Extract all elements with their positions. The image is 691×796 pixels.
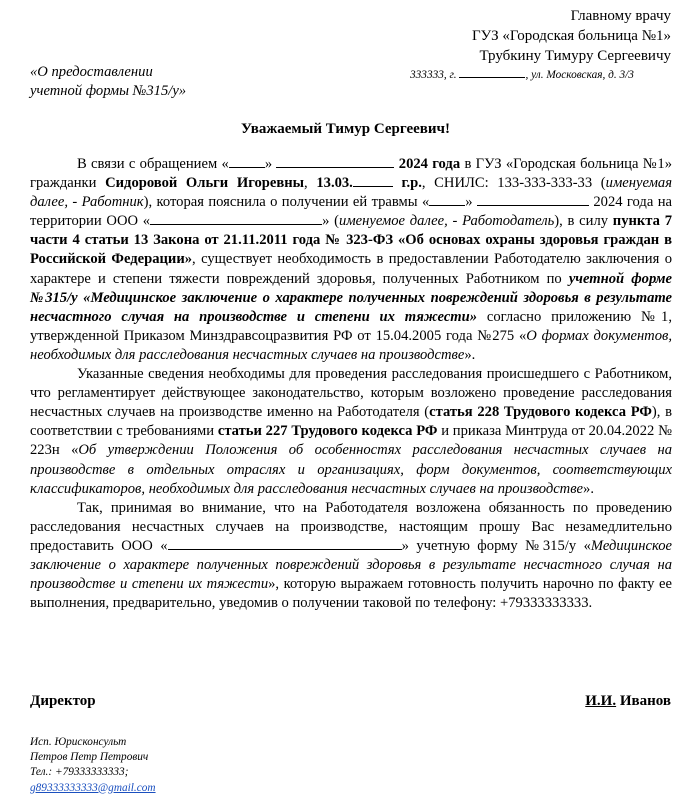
blank-birth-year	[353, 174, 393, 187]
form-315-reference: учетной форме №315/у «Медицинское заключение о характере полученных повреждений здоровья в результате несчастного случая на производстве и степени их тяжести»	[30, 270, 672, 325]
p1-text: согласно приложению №1, утвержденной Приказом Минздравсоцразвития РФ от 15.04.2005 года №275 «	[30, 308, 672, 344]
addressee-organization: ГУЗ «Городская больница №1»	[472, 28, 671, 44]
executor-position: Исп. Юрисконсульт	[30, 736, 127, 748]
addressee-block	[472, 6, 671, 66]
p1-text: ), которая пояснила о получении ей травмы «	[143, 194, 430, 211]
paragraph-2	[30, 365, 672, 499]
p1-employer-term: именуемое далее, - Работодатель	[339, 213, 555, 230]
p1-text: ), в силу	[554, 213, 613, 230]
letter-body	[30, 155, 672, 613]
paragraph-1	[30, 155, 672, 365]
order-275-title: О формах документов, необходимых для расследования несчастных случаев на производстве	[30, 327, 672, 363]
p2-text: Указанные сведения необходимы для проведения расследования происшедшего с Работником, что регламентирует действующее законодательство, которым возложено проведение расследования несчастных случаев на производстве именно на Работодателя (	[30, 366, 672, 421]
signatory-initials: И.И.	[585, 693, 617, 709]
patient-dob: 13.03.	[316, 175, 353, 192]
return-address	[410, 65, 634, 81]
patient-name: Сидоровой Ольги Игоревны	[105, 175, 305, 192]
p1-text: , существует необходимость в предоставлении Работодателю заключения о характере и степени тяжести повреждений здоровья, полученных Работником по	[30, 251, 672, 287]
form-315-title: Медицинское заключение о характере полученных повреждений здоровья в результате несчастного случая на производстве и степени их тяжести	[30, 537, 672, 593]
law-reference: пункта 7 части 4 статьи 13 Закона от 21.11.2011 года № 323-ФЗ «Об основах охраны здоровья граждан в Российской Федерации»	[30, 213, 672, 268]
addressee-position: Главному врачу	[570, 8, 671, 24]
article-227: статьи 227 Трудового кодекса РФ	[217, 423, 438, 440]
p3-text: » учетную форму №315/у «	[401, 537, 591, 554]
p1-text: 2024 года на территории ООО «	[30, 194, 672, 230]
patient-dob-suffix: г.р.	[392, 175, 422, 192]
blank-employer-name	[150, 212, 322, 225]
blank-day	[229, 155, 265, 168]
blank-month	[276, 155, 394, 168]
p1-text: в ГУЗ «Городская больница №1» гражданки	[30, 156, 672, 192]
executor-email-link[interactable]: g89333333333@gmail.com	[30, 781, 156, 794]
subject-line-2: учетной формы №315/у»	[30, 83, 187, 99]
p1-worker-term: именуемая далее, - Работник	[30, 175, 672, 211]
p1-text: » (	[322, 213, 340, 230]
blank-city	[459, 65, 525, 78]
p1-text: »	[465, 194, 477, 211]
blank-injury-month	[477, 193, 589, 206]
blank-injury-day	[429, 193, 465, 206]
article-228: статья 228 Трудового кодекса РФ	[429, 404, 652, 421]
return-address-street: , ул. Московская, д. 3/3	[525, 69, 634, 81]
p1-text: ».	[464, 346, 476, 363]
order-223n-title: Об утверждении Положения об особенностях расследования несчастных случаев на производстве в отдельных отраслях и организациях, форм документов, соответствующих классификаторов, необходимых для расследования несчастных случаев на производстве	[30, 442, 672, 497]
p2-text: ».	[583, 480, 594, 497]
p3-text: Так, принимая во внимание, что на Работодателя возложена обязанность по проведению расследования несчастных случаев на производстве, настоящим прошу Вас незамедлительно предоставить ООО «	[30, 499, 672, 554]
paragraph-3	[30, 499, 672, 614]
executor-block	[30, 735, 156, 796]
p1-text: , СНИЛС: 133-333-333-33 (	[421, 175, 606, 192]
signatory-title: Директор	[30, 693, 96, 709]
return-address-index: 333333, г.	[410, 69, 460, 81]
p1-text: ,	[304, 175, 317, 192]
blank-employer-name-2	[168, 537, 402, 550]
subject-line-1: «О предоставлении	[30, 64, 153, 80]
salutation: Уважаемый Тимур Сергеевич!	[241, 121, 450, 137]
signatory-surname: Иванов	[616, 693, 671, 709]
p1-year: 2024 года	[398, 156, 461, 172]
p1-text: »	[264, 156, 277, 172]
executor-phone: Тел.: +79333333333;	[30, 766, 129, 779]
p1-text: В связи с обращением «	[77, 156, 229, 172]
signatory-name	[585, 693, 671, 710]
p3-text: », которую выражаем готовность получить нарочно по факту ее выполнения, предварительно, уведомив о получении таковой по телефону: +79333333333.	[30, 576, 672, 612]
p2-text: и приказа Минтруда от 20.04.2022 № 223н «	[30, 423, 672, 459]
letter-subject	[30, 63, 186, 101]
executor-name: Петров Петр Петрович	[30, 751, 149, 764]
p2-text: ), в соответствии с требованиями	[30, 404, 672, 440]
addressee-name: Трубкину Тимуру Сергеевичу	[479, 48, 671, 64]
